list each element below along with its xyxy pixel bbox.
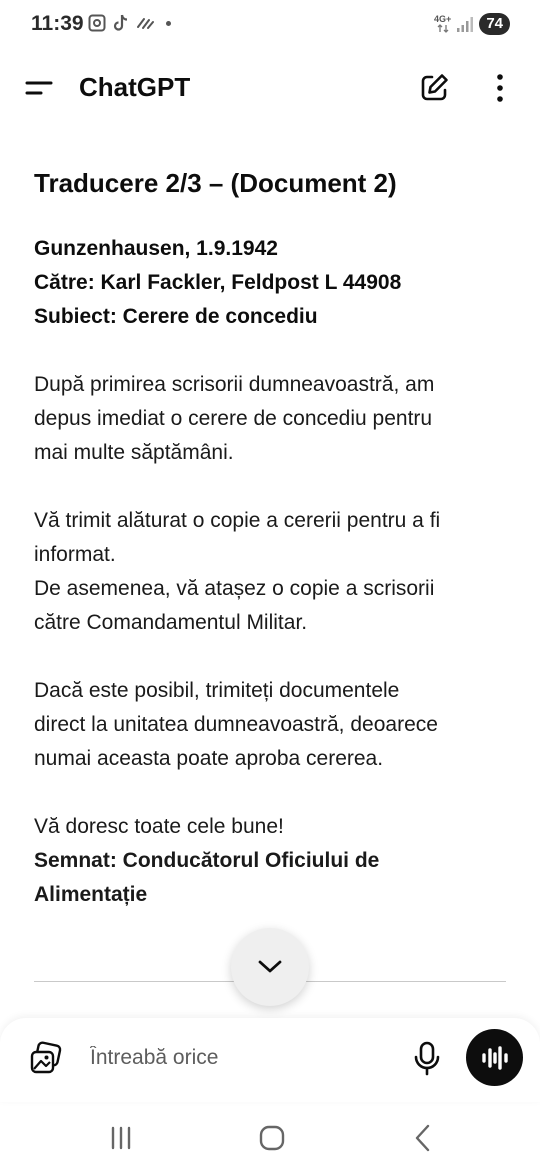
signature-line: Semnat: Conducătorul Oficiului de bbox=[34, 849, 380, 872]
meta-recipient: Către: Karl Fackler, Feldpost L 44908 bbox=[34, 271, 402, 294]
meta-place-date: Gunzenhausen, 1.9.1942 bbox=[34, 237, 278, 260]
screenshot-icon bbox=[88, 14, 106, 32]
more-notifications-dot bbox=[166, 21, 171, 26]
more-options-icon[interactable] bbox=[485, 71, 515, 105]
closing-block bbox=[34, 810, 510, 912]
paragraph-line: mai multe săptămâni. bbox=[34, 441, 234, 464]
data-arrows-icon bbox=[437, 24, 449, 33]
paragraph-line: direct la unitatea dumneavoastră, deoarece bbox=[34, 713, 438, 736]
paragraph-1 bbox=[34, 368, 510, 470]
tiktok-icon bbox=[113, 14, 129, 32]
document-title: Traducere 2/3 – (Document 2) bbox=[34, 168, 397, 198]
system-icons bbox=[434, 13, 510, 35]
status-bar bbox=[0, 0, 540, 50]
back-icon[interactable] bbox=[410, 1122, 436, 1154]
waveform-icon bbox=[480, 1045, 510, 1071]
closing-line: Vă doresc toate cele bune! bbox=[34, 815, 284, 838]
microphone-icon[interactable] bbox=[412, 1040, 442, 1078]
status-time: 11:39 bbox=[31, 12, 84, 35]
data-saver-icon bbox=[136, 15, 154, 31]
paragraph-2 bbox=[34, 504, 510, 640]
prompt-input[interactable] bbox=[90, 1040, 390, 1076]
scroll-to-bottom-button[interactable] bbox=[231, 928, 309, 1006]
app-title: ChatGPT bbox=[79, 72, 191, 102]
network-type: 4G+ bbox=[434, 14, 452, 24]
meta-subject: Subiect: Cerere de concediu bbox=[34, 305, 318, 328]
paragraph-line: După primirea scrisorii dumneavoastră, am bbox=[34, 373, 435, 396]
assistant-message bbox=[34, 160, 510, 912]
menu-icon[interactable] bbox=[24, 74, 56, 102]
composer bbox=[0, 1018, 540, 1102]
notification-icons bbox=[88, 14, 171, 32]
voice-mode-button[interactable] bbox=[466, 1029, 523, 1086]
paragraph-line: De asemenea, vă atașez o copie a scrisorii bbox=[34, 577, 435, 600]
paragraph-3 bbox=[34, 674, 510, 776]
attach-image-icon[interactable] bbox=[28, 1040, 64, 1076]
paragraph-line: Vă trimit alăturat o copie a cererii pentru a fi bbox=[34, 509, 441, 532]
paragraph-line: Dacă este posibil, trimiteți documentele bbox=[34, 679, 400, 702]
paragraph-line: către Comandamentul Militar. bbox=[34, 611, 308, 634]
signature-line: Alimentație bbox=[34, 883, 148, 906]
chevron-down-icon bbox=[256, 958, 284, 976]
system-navigation-bar bbox=[0, 1104, 540, 1170]
home-icon[interactable] bbox=[256, 1123, 288, 1153]
new-chat-icon[interactable] bbox=[417, 71, 451, 105]
paragraph-line: informat. bbox=[34, 543, 116, 566]
battery-level: 74 bbox=[479, 13, 510, 35]
app-header bbox=[0, 60, 540, 116]
signal-icon bbox=[457, 15, 473, 33]
recent-apps-icon[interactable] bbox=[106, 1124, 136, 1152]
network-indicator bbox=[434, 15, 451, 33]
paragraph-line: numai aceasta poate aproba cererea. bbox=[34, 747, 384, 770]
document-meta bbox=[34, 232, 510, 334]
paragraph-line: depus imediat o cerere de concediu pentru bbox=[34, 407, 433, 430]
